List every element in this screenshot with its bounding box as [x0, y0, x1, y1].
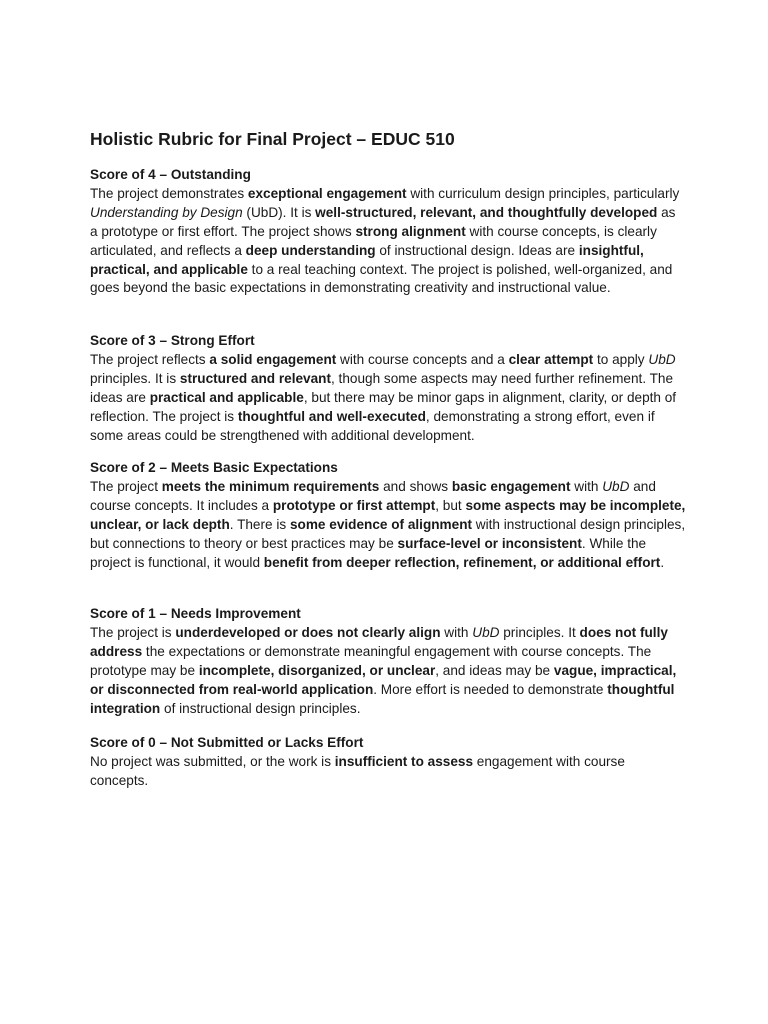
body-text: to a real teaching context. The project is polished, well-organized, and goes beyond the basic expectations in demonstrating creativity and instructional value. [90, 261, 673, 296]
emphasis-text: deep understanding [245, 242, 376, 258]
emphasis-text: vague, impractical, or disconnected from real-world application [90, 662, 677, 697]
emphasis-text: practical and applicable [149, 389, 304, 405]
body-text: The project [90, 478, 162, 494]
section-body [90, 624, 686, 719]
body-text: (UbD). It is [242, 204, 316, 220]
body-text: with [440, 624, 473, 640]
emphasis-text: exceptional engagement [247, 185, 407, 201]
body-text: with course concepts and a [336, 351, 509, 367]
section-heading: Score of 4 – Outstanding [90, 167, 251, 182]
emphasis-text: some evidence of alignment [289, 516, 473, 532]
body-text: The project reflects [90, 351, 210, 367]
emphasis-text: strong alignment [355, 223, 466, 239]
body-text: the expectations or demonstrate meaningful engagement with course concepts. The prototype may be [90, 643, 652, 678]
emphasis-text: clear attempt [508, 351, 594, 367]
emphasis-text: underdeveloped or does not clearly align [175, 624, 441, 640]
rubric-section-score-4 [90, 166, 686, 298]
emphasis-text: benefit from deeper reflection, refinement, or additional effort [263, 554, 661, 570]
body-text: , but [435, 497, 466, 513]
section-body [90, 753, 686, 791]
body-text: . [660, 554, 665, 570]
section-heading: Score of 2 – Meets Basic Expectations [90, 460, 338, 475]
body-text: , but there may be minor gaps in alignment, clarity, or depth of reflection. The project is [90, 389, 677, 424]
emphasis-text: prototype or first attempt [272, 497, 436, 513]
body-text: , though some aspects may need further refinement. The ideas are [90, 370, 674, 405]
body-text: . While the project is functional, it would [90, 535, 647, 570]
body-text: with course concepts, is clearly articulated, and reflects a [90, 223, 657, 258]
body-text: to apply [593, 351, 649, 367]
body-text: with curriculum design principles, particularly [406, 185, 680, 201]
body-text: of instructional design principles. [160, 700, 361, 716]
italic-text: UbD [602, 478, 630, 494]
section-body [90, 351, 686, 446]
body-text: , and ideas may be [435, 662, 554, 678]
body-text: No project was submitted, or the work is [90, 753, 335, 769]
emphasis-text: a solid engagement [209, 351, 337, 367]
rubric-section-score-1 [90, 605, 686, 718]
emphasis-text: some aspects may be incomplete, unclear, or lack depth [90, 497, 686, 532]
rubric-section-score-3 [90, 332, 686, 445]
body-text: The project is [90, 624, 176, 640]
emphasis-text: thoughtful and well-executed [237, 408, 426, 424]
body-text: as a prototype or first effort. The project shows [90, 204, 676, 239]
emphasis-text: thoughtful integration [90, 681, 675, 716]
body-text: . There is [229, 516, 290, 532]
body-text: , demonstrating a strong effort, even if some areas could be strengthened with additional development. [90, 408, 655, 443]
body-text: engagement with course concepts. [90, 753, 625, 788]
rubric-section-score-2 [90, 459, 686, 572]
body-text: with [570, 478, 603, 494]
emphasis-text: basic engagement [451, 478, 571, 494]
body-text: principles. It is [90, 370, 180, 386]
italic-text: UbD [648, 351, 676, 367]
body-text: The project demonstrates [90, 185, 248, 201]
italic-text: UbD [472, 624, 500, 640]
emphasis-text: incomplete, disorganized, or unclear [198, 662, 436, 678]
section-body [90, 478, 686, 573]
document-title: Holistic Rubric for Final Project – EDUC 510 [90, 129, 455, 149]
emphasis-text: meets the minimum requirements [161, 478, 380, 494]
section-heading: Score of 1 – Needs Improvement [90, 606, 301, 621]
body-text: of instructional design. Ideas are [375, 242, 579, 258]
emphasis-text: surface-level or inconsistent [397, 535, 582, 551]
section-body [90, 185, 686, 298]
body-text: and course concepts. It includes a [90, 478, 656, 513]
emphasis-text: insightful, practical, and applicable [90, 242, 644, 277]
emphasis-text: does not fully address [90, 624, 668, 659]
body-text: with instructional design principles, but connections to theory or best practices may be [90, 516, 686, 551]
rubric-section-score-0 [90, 734, 686, 791]
emphasis-text: structured and relevant [179, 370, 331, 386]
emphasis-text: insufficient to assess [334, 753, 474, 769]
body-text: . More effort is needed to demonstrate [373, 681, 608, 697]
body-text: and shows [379, 478, 452, 494]
italic-text: Understanding by Design [90, 204, 243, 220]
emphasis-text: well-structured, relevant, and thoughtfully developed [315, 204, 658, 220]
body-text: principles. It [499, 624, 580, 640]
section-heading: Score of 3 – Strong Effort [90, 333, 255, 348]
section-heading: Score of 0 – Not Submitted or Lacks Effort [90, 735, 364, 750]
